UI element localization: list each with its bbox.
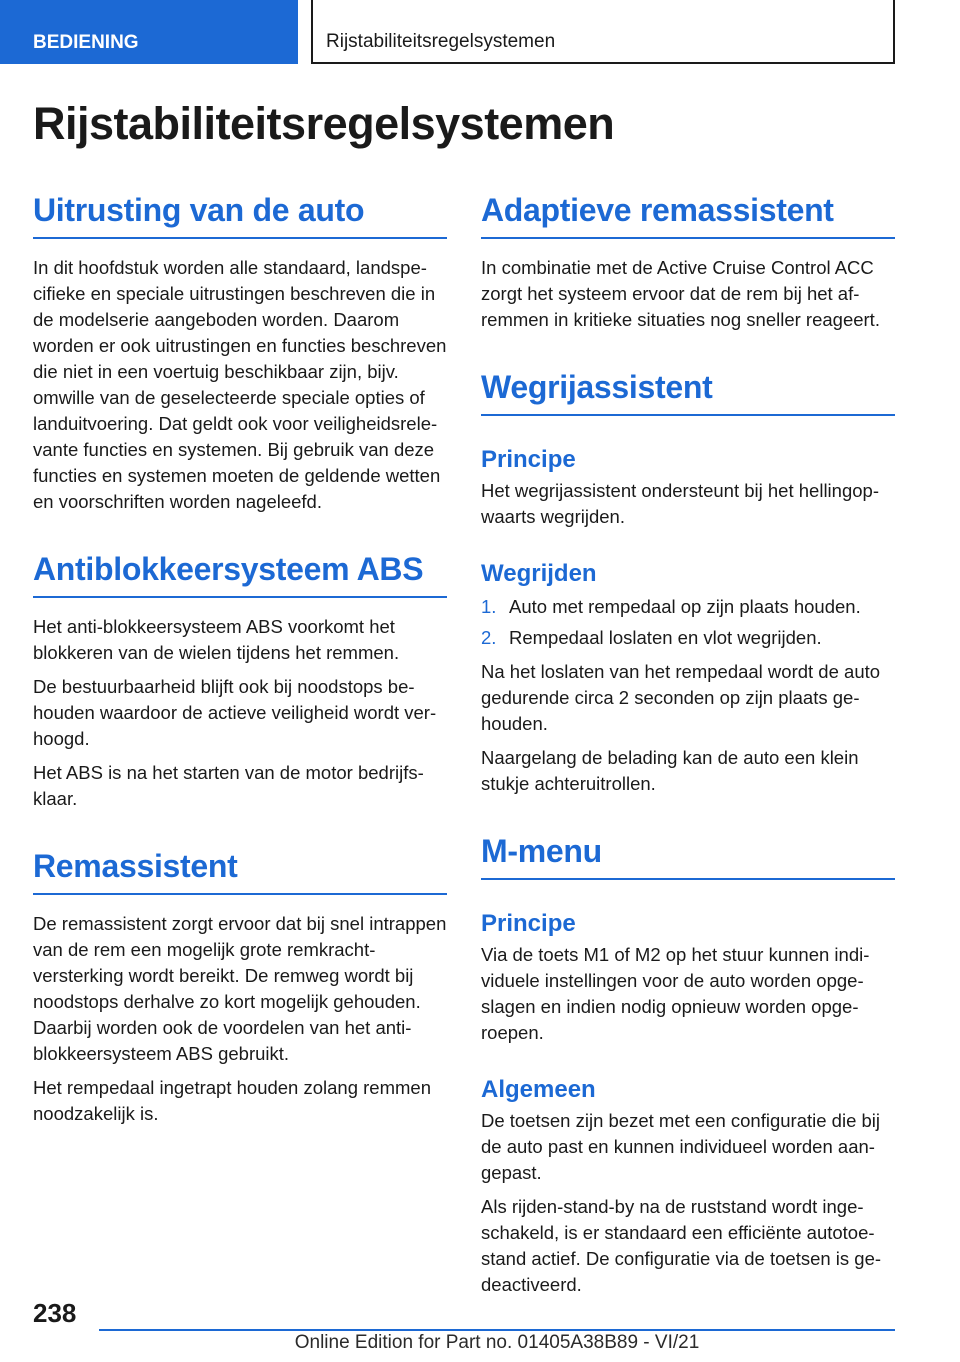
subsection-heading: Wegrijden	[481, 560, 597, 587]
paragraph: Via de toets M1 of M2 op het stuur kunnen individuele instellingen voor de auto worden opgeslagen en indien nodig opnieuw worden opgeroepen.	[481, 944, 870, 1043]
section-uitrusting	[33, 192, 447, 515]
paragraph: Het rempedaal ingetrapt houden zolang remmen noodzakelijk is.	[33, 1077, 431, 1124]
left-column	[33, 192, 447, 1127]
section-adaptieve-remassistent	[481, 192, 895, 333]
paragraph: In dit hoofdstuk worden alle standaard, landspecifieke en speciale uitrustingen beschreven die in de modelserie aangeboden worden. Daarom worden er ook uitrustingen en functies beschreven die niet in een voertuig beschikbaar zijn, bijv. omwille van de geselecteerde speciale opties of landuitvoering. Dat geldt ook voor veiligheidsrelevante functies en systemen. Bij gebruik van deze functies en systemen moeten de geldende wetten en voorschriften worden nageleefd.	[33, 257, 447, 512]
step-text: Auto met rempedaal op zijn plaats houden.	[509, 596, 861, 617]
step-item	[481, 594, 895, 620]
paragraph: Het ABS is na het starten van de motor bedrijfsklaar.	[33, 762, 424, 809]
steps-list	[481, 594, 895, 651]
paragraph: Het anti-blokkeersysteem ABS voorkomt het blokkeren van de wielen tijdens het remmen.	[33, 616, 400, 663]
section-heading: Remassistent	[33, 848, 447, 895]
paragraph: Als rijden-stand-by na de ruststand wordt ingeschakeld, is er standaard een efficiënte autotoestand actief. De configuratie via de toetsen is gedeactiveerd.	[481, 1196, 882, 1295]
page-title: Rijstabiliteitsregelsystemen	[33, 98, 615, 149]
section-heading: Antiblokkeersysteem ABS	[33, 551, 447, 598]
subsection-principe	[481, 910, 895, 1046]
right-column	[481, 192, 895, 1298]
section-m-menu	[481, 833, 895, 1298]
step-number: 2.	[481, 627, 497, 648]
section-heading: Wegrijassistent	[481, 369, 895, 416]
step-text: Rempedaal loslaten en vlot wegrijden.	[509, 627, 822, 648]
subsection-heading: Algemeen	[481, 1076, 596, 1103]
subsection-heading: Principe	[481, 910, 576, 937]
footer-edition: Online Edition for Part no. 01405A38B89 - VI/21	[294, 1332, 700, 1353]
step-item	[481, 625, 895, 651]
section-heading: Uitrusting van de auto	[33, 192, 447, 239]
breadcrumb: Rijstabiliteitsregelsystemen	[311, 0, 895, 64]
subsection-principe	[481, 446, 895, 530]
section-tab: BEDIENING	[0, 0, 298, 64]
paragraph: Het wegrijassistent ondersteunt bij het hellingopwaarts wegrijden.	[481, 480, 879, 527]
paragraph: Naargelang de belading kan de auto een klein stukje achteruitrollen.	[481, 747, 859, 794]
step-number: 1.	[481, 596, 497, 617]
section-heading: M-menu	[481, 833, 895, 880]
paragraph: De bestuurbaarheid blijft ook bij noodstops behouden waardoor de actieve veiligheid wordt verhoogd.	[33, 676, 437, 749]
section-heading: Adaptieve remassistent	[481, 192, 895, 239]
paragraph: Na het loslaten van het rempedaal wordt de auto gedurende circa 2 seconden op zijn plaats gehouden.	[481, 661, 881, 734]
paragraph: De toetsen zijn bezet met een configuratie die bij de auto past en kunnen individueel worden aangepast.	[481, 1110, 881, 1183]
footer-divider	[99, 1329, 895, 1331]
paragraph: De remassistent zorgt ervoor dat bij snel intrappen van de rem een mogelijk grote remkrachtversterking wordt bereikt. De remweg wordt bij noodstops derhalve zo kort mogelijk gehouden. Daarbij worden ook de voordelen van het antiblokkeersysteem ABS gebruikt.	[33, 913, 447, 1064]
section-abs	[33, 551, 447, 812]
subsection-algemeen	[481, 1076, 895, 1298]
subsection-heading: Principe	[481, 446, 576, 473]
page-number: 238	[33, 1298, 77, 1328]
section-remassistent	[33, 848, 447, 1127]
paragraph: In combinatie met de Active Cruise Control ACC zorgt het systeem ervoor dat de rem bij het afremmen in kritieke situaties nog sneller reageert.	[481, 257, 880, 330]
section-wegrijassistent	[481, 369, 895, 797]
subsection-wegrijden	[481, 560, 895, 797]
